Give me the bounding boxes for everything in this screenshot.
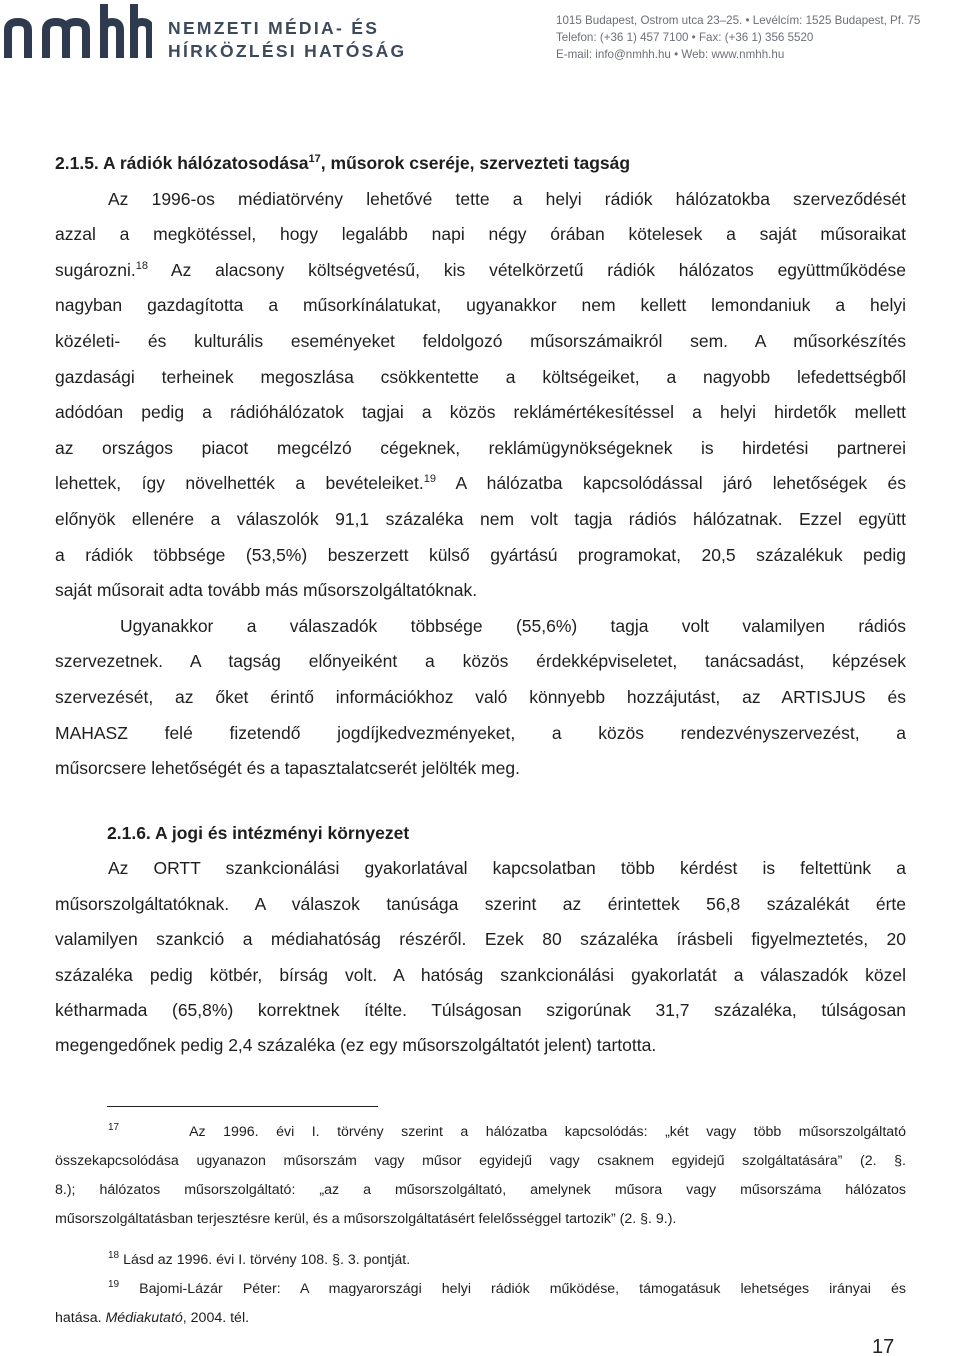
page-number: 17 xyxy=(872,1336,895,1356)
paragraph-line: adódóan pedig a rádióhálózatok tagjai a közös reklámértékesítéssel a helyi hirdetők mellett xyxy=(55,402,906,423)
paragraph-line: Az 1996-os médiatörvény lehetővé tette a helyi rádiók hálózatokba szerveződését xyxy=(108,188,906,209)
paragraph-line: megengedőnek pedig 2,4 százaléka (ez egy műsorszolgáltatót jelent) tartotta. xyxy=(55,1035,657,1056)
footnote-line xyxy=(55,1304,906,1333)
paragraph-line: műsorcsere lehetőségét és a tapasztalatcserét jelölték meg. xyxy=(55,758,520,779)
footnote-line: összekapcsolódása ugyanazon műsorszám vagy műsor egyidejű vagy csaknem egyidejű szolgáltatására” (2. §. xyxy=(55,1153,906,1169)
section-title: A rádiók hálózatosodása xyxy=(103,153,309,173)
footnote-line: műsorszolgáltatásban terjesztésre kerül, és a műsorszolgáltatásért felelősséggel tartozik” (2. §. 9.). xyxy=(55,1211,677,1227)
paragraph-line: műsorszolgáltatóknak. A válaszok tanúsága szerint az érintettek 56,8 százalékát érte xyxy=(55,893,906,914)
footnotes xyxy=(55,1118,906,1333)
paragraph-line: Ugyanakkor a válaszadók többsége (55,6%) tagja volt valamilyen rádiós xyxy=(120,615,906,636)
contact-block xyxy=(556,12,920,63)
paragraph-line: kétharmada (65,8%) korrektnek ítélte. Túlságosan szigorúnak 31,7 százaléka, túlságosan xyxy=(55,999,906,1020)
footnote-18 xyxy=(55,1246,906,1275)
footnote-text: Lásd az 1996. évi I. törvény 108. §. 3. pontját. xyxy=(119,1252,411,1268)
paragraph-line: azzal a megkötéssel, hogy legalább napi négy órában kötelesek a saját műsoraikat xyxy=(55,224,906,245)
paragraph-line: szervezetnek. A tagság előnyeiként a közös érdekképviseletet, tanácsadást, képzések xyxy=(55,651,906,672)
section-heading xyxy=(55,146,906,182)
paragraph-line xyxy=(55,466,906,502)
org-name-line2: HÍRKÖZLÉSI HATÓSÁG xyxy=(168,41,407,61)
text-span: sugározni. xyxy=(55,259,136,280)
paragraph-line: a rádiók többsége (53,5%) beszerzett külső gyártású programokat, 20,5 százalékuk pedig xyxy=(55,544,906,565)
paragraph-line: az országos piacot megcélzó cégeknek, reklámügynökségeknek is hirdetési partnerei xyxy=(55,437,906,458)
paragraph-line: saját műsorait adta tovább más műsorszolgáltatóknak. xyxy=(55,580,478,601)
contact-phone-fax: Telefon: (+36 1) 457 7100 • Fax: (+36 1) 356 5520 xyxy=(556,31,814,44)
section-number: 2.1.5. xyxy=(55,153,99,173)
text-span: , 2004. tél. xyxy=(182,1310,250,1326)
paragraph-line: gazdasági terheinek megoszlása csökkentette a költségeiket, a nagyobb lefedettségből xyxy=(55,366,906,387)
section-2-1-5 xyxy=(55,146,906,787)
paragraph-line: előnyök ellenére a válaszolók 91,1 százaléka nem volt tagja rádiós hálózatnak. Ezzel együtt xyxy=(55,508,906,529)
footnote-ref-18[interactable]: 18 xyxy=(135,259,148,272)
section-heading xyxy=(55,816,906,851)
paragraph-line: közéleti- és kulturális eseményeket feldolgozó műsorszámaikról sem. A műsorkészítés xyxy=(55,330,906,351)
paragraph-line: valamilyen szankció a médiahatóság részéről. Ezek 80 százaléka írásbeli figyelmeztetés, 20 xyxy=(55,929,906,950)
paragraph-line: nagyban gazdagította a műsorkínálatukat, ugyanakkor nem kellett lemondaniuk a helyi xyxy=(55,295,906,316)
text-span: A hálózatba kapcsolódással járó lehetőségek és xyxy=(436,473,906,494)
footnote-number: 17 xyxy=(108,1122,120,1133)
nmhh-logo xyxy=(2,0,152,62)
footnote-number: 19 xyxy=(108,1279,120,1290)
footnote-line: 8.); hálózatos műsorszolgáltató: „az a műsorszolgáltató, amelynek műsora vagy műsorszáma hálózatos xyxy=(55,1182,906,1198)
contact-address: 1015 Budapest, Ostrom utca 23–25. • Levélcím: 1525 Budapest, Pf. 75 xyxy=(556,14,921,27)
paragraph-line: Az ORTT szankcionálási gyakorlatával kapcsolatban több kérdést is feltettünk a xyxy=(108,858,906,879)
footnote-text: Bajomi-Lázár Péter: A magyarországi helyi rádiók működése, támogatásuk lehetséges irányai és xyxy=(119,1281,906,1297)
paragraph-line: szervezését, az őket érintő információkhoz való könnyebb hozzájutást, az ARTISJUS és xyxy=(55,686,906,707)
org-name-line1: NEMZETI MÉDIA- ÉS xyxy=(168,18,380,38)
contact-email-web: E-mail: info@nmhh.hu • Web: www.nmhh.hu xyxy=(556,48,785,61)
text-span: Az alacsony költségvetésű, kis vételkörzetű rádiók hálózatos együttműködése xyxy=(148,259,906,280)
paragraph-line: százaléka pedig kötbér, bírság volt. A hatóság szankcionálási gyakorlatát a válaszadók közel xyxy=(55,964,906,985)
footnote-17 xyxy=(55,1118,906,1147)
journal-title: Médiakutató xyxy=(105,1310,183,1326)
text-span: hatása. xyxy=(55,1310,106,1326)
footnote-ref-19[interactable]: 19 xyxy=(423,473,437,486)
section-title-rest: , műsorok cseréje, szervezteti tagság xyxy=(320,153,631,173)
footnote-text: Az 1996. évi I. törvény szerint a hálózatba kapcsolódás: „két vagy több műsorszolgáltató xyxy=(189,1124,906,1140)
section-title: A jogi és intézményi környezet xyxy=(155,823,410,843)
footnote-ref-17[interactable]: 17 xyxy=(308,153,321,165)
paragraph-line: MAHASZ felé fizetendő jogdíjkedvezményeket, a közös rendezvényszervezést, a xyxy=(55,722,906,743)
text-span: lehettek, így növelhették a bevételeiket. xyxy=(55,473,424,494)
section-number: 2.1.6. xyxy=(107,823,151,843)
footnote-number: 18 xyxy=(108,1250,120,1261)
footnote-19 xyxy=(55,1275,906,1304)
paragraph-line xyxy=(55,253,906,289)
footnote-separator xyxy=(107,1106,378,1107)
section-2-1-6 xyxy=(55,816,906,1064)
